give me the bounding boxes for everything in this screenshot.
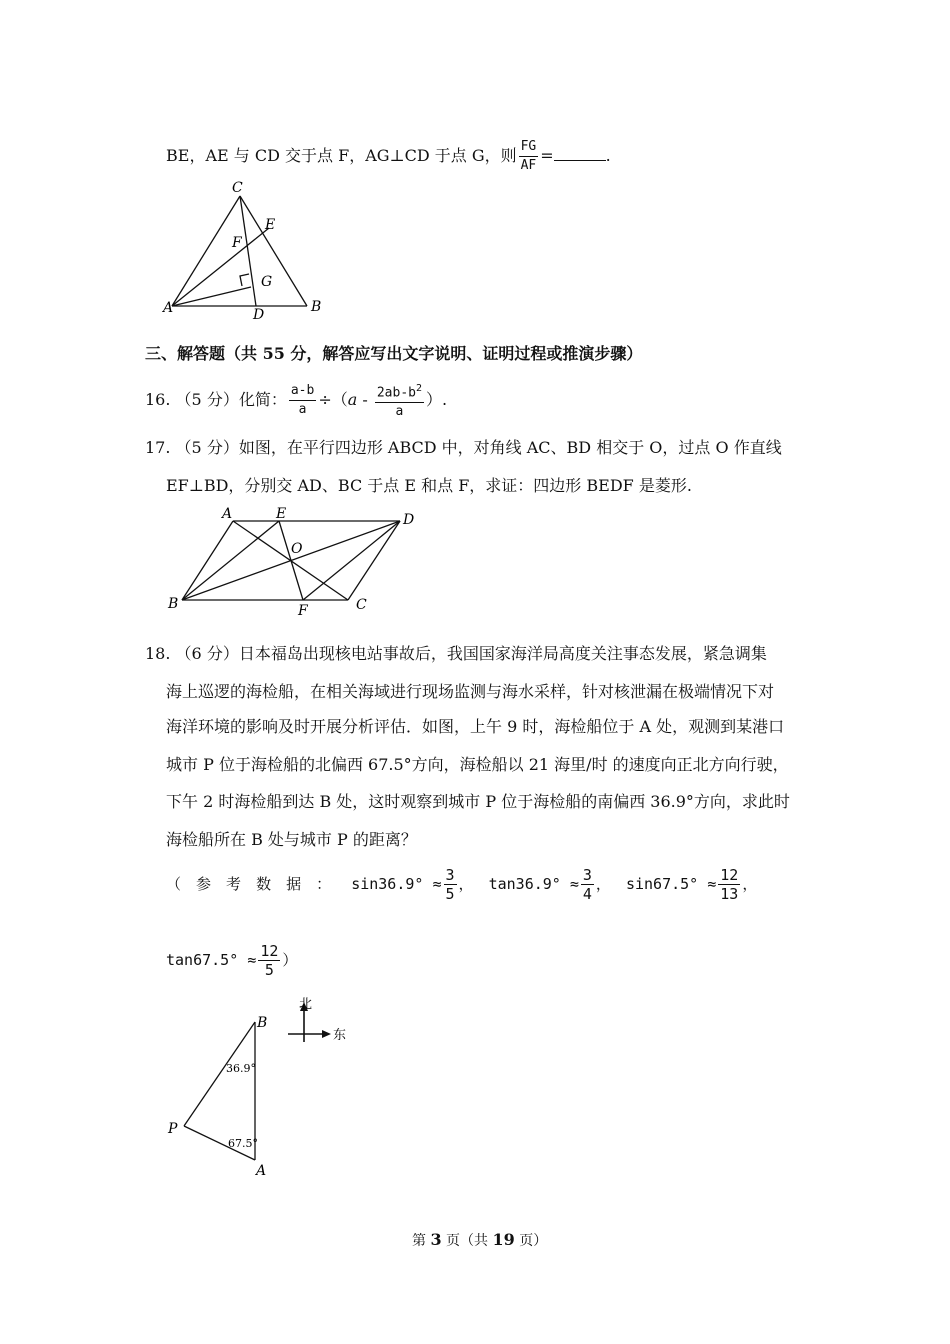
q18-text-1: （6 分）日本福岛出现核电站事故后，我国国家海洋局高度关注事态发展，紧急调集 — [175, 644, 767, 663]
q17-number: 17. — [145, 438, 171, 457]
q16-minus: - — [357, 390, 373, 410]
ref2-fraction — [581, 866, 594, 903]
ref2-label: tan36.9° ≈ — [488, 875, 579, 893]
label-f: F — [232, 235, 242, 251]
ref4-den: 5 — [264, 961, 274, 979]
edge-cb — [240, 196, 307, 306]
ref-close: ） — [282, 951, 298, 969]
ref1-num: 3 — [445, 866, 455, 884]
page-footer — [412, 1230, 547, 1250]
footer-mid: 页（共 — [446, 1233, 489, 1249]
label-d: D — [403, 512, 415, 528]
ref4-fraction — [258, 942, 280, 979]
footer-post: 页） — [519, 1233, 548, 1249]
ref1-den: 5 — [445, 885, 455, 903]
ref1-label: sin36.9° ≈ — [351, 875, 442, 893]
ref2-den: 4 — [582, 885, 592, 903]
q16-f2-den: a — [395, 404, 404, 420]
q15-eq: = — [540, 146, 554, 165]
label-a: A — [222, 506, 233, 522]
figure-ship-triangle — [160, 990, 370, 1185]
east-label: 东 — [333, 1028, 347, 1043]
footer-pre: 第 — [412, 1233, 426, 1249]
segment-ef — [279, 521, 303, 600]
q15-tail-line — [166, 138, 611, 175]
ref-open: （ 参 考 数 据 ： — [166, 875, 335, 893]
label-c: C — [232, 180, 243, 196]
q16-f2-exp: 2 — [416, 383, 423, 394]
q16-f2-num: 2ab-b — [376, 385, 416, 401]
q18-reference-line-2 — [166, 942, 297, 979]
q16-var-a: a — [347, 390, 358, 410]
figure-triangle-abc — [160, 178, 335, 323]
footer-page: 3 — [430, 1230, 442, 1249]
angle-a-label: 67.5° — [228, 1137, 258, 1150]
q16-fraction-2 — [375, 380, 424, 421]
edge-dc — [348, 521, 400, 600]
label-p: P — [168, 1121, 178, 1137]
label-d: D — [253, 307, 265, 323]
q15-answer-blank — [554, 146, 606, 161]
q17-line-2: EF⊥BD，分别交 AD、BC 于点 E 和点 F，求证：四边形 BEDF 是菱形. — [166, 476, 692, 495]
q16-div: ÷（ — [318, 390, 348, 410]
ref3-fraction — [718, 866, 740, 903]
q18-line-4: 城市 P 位于海检船的北偏西 67.5°方向，海检船以 21 海里/时 的速度向正北方向行驶， — [166, 755, 789, 774]
q15-fraction — [519, 138, 539, 175]
ref3-den: 13 — [720, 885, 739, 903]
ref4-num: 12 — [260, 942, 279, 960]
label-a: A — [256, 1163, 267, 1179]
label-c: C — [356, 597, 367, 613]
ref2-comma: ， — [595, 875, 611, 893]
segment-be — [182, 521, 279, 600]
edge-ba — [182, 521, 233, 600]
q16-f2-num-wrap — [375, 380, 424, 403]
angle-b-label: 36.9° — [226, 1062, 256, 1075]
ref2-num: 3 — [582, 866, 592, 884]
east-arrow-icon — [322, 1030, 331, 1038]
segment-df — [303, 521, 400, 600]
label-e: E — [276, 506, 287, 522]
ref4-label: tan67.5° ≈ — [166, 951, 257, 969]
north-label: 北 — [299, 997, 313, 1012]
q15-frac-den: AF — [520, 158, 537, 173]
q16-score: （5 分）化简： — [175, 390, 287, 410]
q15-end: . — [605, 146, 611, 165]
q16-f1-num: a-b — [289, 382, 316, 401]
q17-line-1 — [145, 437, 782, 459]
ref3-comma: ， — [742, 875, 758, 893]
label-b: B — [311, 299, 322, 315]
label-a: A — [163, 300, 174, 316]
q18-line-6: 海检船所在 B 处与城市 P 的距离？ — [166, 830, 417, 849]
label-g: G — [261, 274, 273, 290]
q18-reference-line — [166, 866, 757, 903]
ref3-label: sin67.5° ≈ — [625, 875, 717, 893]
q17-text-1: （5 分）如图，在平行四边形 ABCD 中，对角线 AC、BD 相交于 O，过点 O 作直线 — [175, 438, 782, 457]
section-title: 三、解答题（共 55 分，解答应写出文字说明、证明过程或推演步骤） — [145, 344, 643, 363]
ref3-num: 12 — [720, 866, 739, 884]
q18-number: 18. — [145, 644, 171, 663]
label-o: O — [291, 541, 303, 557]
q15-text: BE，AE 与 CD 交于点 F，AG⊥CD 于点 G，则 — [166, 146, 517, 165]
label-f: F — [298, 603, 308, 619]
q18-line-1 — [145, 643, 767, 665]
q18-line-5: 下午 2 时海检船到达 B 处，这时观察到城市 P 位于海检船的南偏西 36.9°方向，求此时 — [166, 792, 790, 811]
compass-icon — [288, 1007, 325, 1042]
footer-total: 19 — [492, 1230, 515, 1249]
label-b: B — [257, 1015, 268, 1031]
figure-parallelogram-abcd — [160, 505, 425, 623]
ref1-fraction — [444, 866, 457, 903]
q16-number: 16. — [145, 390, 171, 410]
q15-frac-num: FG — [519, 138, 539, 157]
q16-fraction-1 — [289, 382, 316, 419]
q16-end: ）. — [426, 390, 448, 410]
q16-f1-den: a — [298, 402, 307, 418]
ref1-comma: ， — [458, 875, 474, 893]
label-b: B — [168, 596, 179, 612]
right-angle-mark — [240, 274, 249, 286]
q16 — [145, 380, 447, 421]
q18-line-3: 海洋环境的影响及时开展分析评估．如图，上午 9 时，海检船位于 A 处，观测到某港口 — [166, 717, 785, 736]
edge-ca — [172, 196, 240, 306]
label-e: E — [265, 217, 276, 233]
q18-line-2: 海上巡逻的海检船，在相关海域进行现场监测与海水采样，针对核泄漏在极端情况下对 — [166, 682, 775, 701]
